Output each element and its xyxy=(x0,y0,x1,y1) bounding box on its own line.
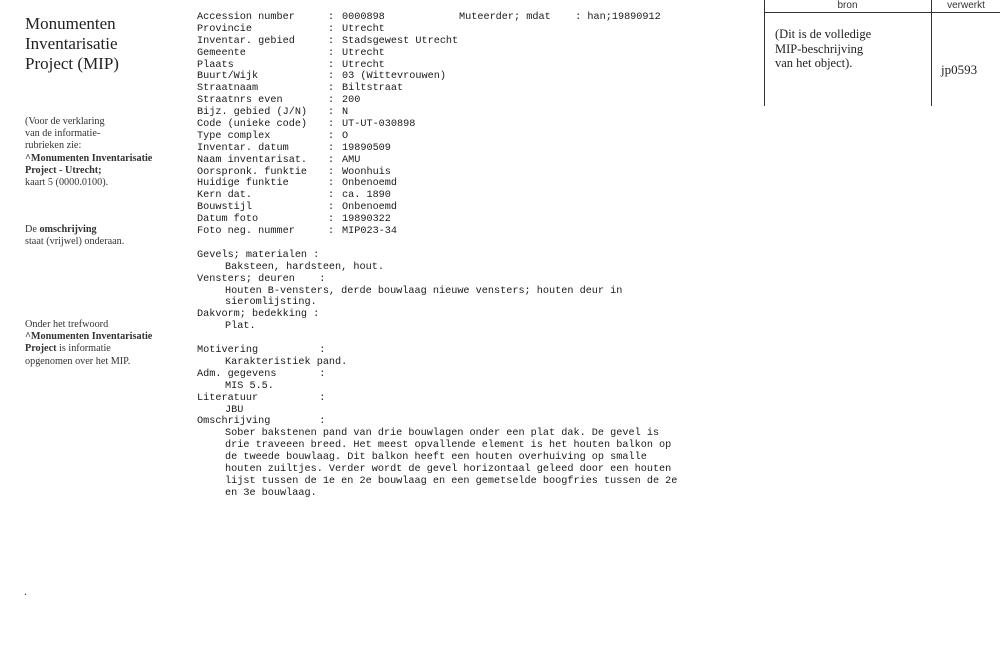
record-field-row xyxy=(197,36,757,48)
note-bold: omschrijving xyxy=(39,224,97,235)
table-border-left xyxy=(764,0,765,106)
field-value: Utrecht xyxy=(342,47,385,59)
gevels-label: Gevels; materialen : xyxy=(197,249,320,261)
table-header-rule xyxy=(764,12,1000,13)
field-value: 19890509 xyxy=(342,142,391,154)
field-value: N xyxy=(342,107,349,119)
vensters-label: Vensters; deuren : xyxy=(197,273,326,285)
field-value: Woonhuis xyxy=(342,166,391,178)
field-label: Type complex xyxy=(197,130,271,142)
project-title-line: Inventarisatie xyxy=(25,34,118,53)
left-sidebar xyxy=(0,0,186,649)
note-text: De xyxy=(25,224,40,235)
field-label: Foto neg. nummer xyxy=(197,226,295,238)
monument-record xyxy=(197,12,757,500)
field-label: Bijz. gebied (J/N) xyxy=(197,107,308,119)
note-bold: ^Monumenten Inventarisatie xyxy=(25,331,153,343)
literatuur-value: JBU xyxy=(225,404,244,416)
omschrijving-value: Sober bakstenen pand van drie bouwlagen onder een plat dak. De gevel is drie traveeen breed. Het meest opvallende element is het houten balkon op de tweede bouwlaag. Dit balkon heeft een houten overhuiving op smalle houten zuiltjes. Verder wordt de gevel horizontaal geleed door een houten lijst tussen de 1e en 2e bouwlaag en een gemetselde boogfries tussen de 2e en 3e bouwlaag. xyxy=(225,428,678,499)
record-field-row xyxy=(197,178,757,190)
motivering-label: Motivering : xyxy=(197,345,326,357)
record-field-row xyxy=(197,119,757,131)
record-field-row xyxy=(197,143,757,155)
field-separator: : xyxy=(328,154,335,166)
omschrijving-label: Omschrijving : xyxy=(197,416,326,428)
field-separator: : xyxy=(328,95,335,107)
field-label: Provincie xyxy=(197,23,253,35)
vensters-value: Houten B-vensters, derde bouwlaag nieuwe vensters; houten deur in sieromlijsting. xyxy=(225,285,623,309)
dakvorm-label: Dakvorm; bedekking : xyxy=(197,309,320,321)
field-separator: : xyxy=(328,130,335,142)
literatuur-label: Literatuur : xyxy=(197,392,326,404)
record-field-row xyxy=(197,167,757,179)
record-field-row xyxy=(197,226,757,238)
field-label: Code (unieke code) xyxy=(197,119,308,131)
field-value: 200 xyxy=(342,95,361,107)
explanation-note xyxy=(25,116,185,189)
field-label: Plaats xyxy=(197,59,234,71)
note-line: rubrieken zie: xyxy=(25,140,82,152)
project-title-line: Monumenten xyxy=(25,14,116,33)
note-line: van de informatie- xyxy=(25,128,101,140)
note-line: opgenomen over het MIP. xyxy=(25,355,131,367)
field-separator: : xyxy=(328,142,335,154)
dakvorm-value: Plat. xyxy=(225,321,256,333)
muteerder-field: Muteerder; mdat : han;19890912 xyxy=(459,12,661,23)
bron-line: MIP-beschrijving xyxy=(775,41,864,56)
record-field-row xyxy=(197,48,757,60)
record-field-row xyxy=(197,214,757,226)
bron-line: (Dit is de volledige xyxy=(775,27,872,41)
field-value: 0000898 xyxy=(342,12,385,23)
record-field-row xyxy=(197,60,757,72)
field-label: Oorspronk. funktie xyxy=(197,166,308,178)
record-fields xyxy=(197,12,757,238)
record-field-row xyxy=(197,190,757,202)
project-title-line: Project (MIP) xyxy=(25,54,119,73)
record-field-row xyxy=(197,83,757,95)
field-label: Naam inventarisat. xyxy=(197,154,308,166)
field-value: Utrecht xyxy=(342,23,385,35)
field-value: Onbenoemd xyxy=(342,202,398,214)
field-value: Stadsgewest Utrecht xyxy=(342,35,459,47)
field-label: Kern dat. xyxy=(197,190,253,202)
field-separator: : xyxy=(328,12,335,23)
field-value: ca. 1890 xyxy=(342,190,391,202)
field-label: Buurt/Wijk xyxy=(197,71,259,83)
field-value: MIP023-34 xyxy=(342,226,398,238)
record-field-row xyxy=(197,95,757,107)
keyword-note xyxy=(25,319,185,368)
note-bold: Project xyxy=(25,343,57,355)
source-table xyxy=(764,0,1000,106)
note-line: Onder het trefwoord xyxy=(25,319,109,330)
field-separator: : xyxy=(328,190,335,202)
field-label: Datum foto xyxy=(197,214,259,226)
description-note xyxy=(25,224,185,248)
project-title xyxy=(25,14,185,74)
field-separator: : xyxy=(328,107,335,119)
field-label: Inventar. datum xyxy=(197,142,289,154)
field-separator: : xyxy=(328,214,335,226)
note-bold: ^Monumenten Inventarisatie xyxy=(25,152,153,164)
field-value: O xyxy=(342,130,349,142)
record-field-row xyxy=(197,155,757,167)
field-separator: : xyxy=(328,59,335,71)
field-separator: : xyxy=(328,226,335,238)
note-line: staat (vrijwel) onderaan. xyxy=(25,236,125,248)
column-header-bron: bron xyxy=(837,0,858,11)
bron-description xyxy=(775,27,935,71)
field-label: Accession number xyxy=(197,12,295,23)
bron-line: van het object). xyxy=(775,56,853,70)
record-field-row xyxy=(197,71,757,83)
record-field-row xyxy=(197,24,757,36)
field-value: Biltstraat xyxy=(342,83,404,95)
field-value: UT-UT-030898 xyxy=(342,119,416,131)
record-field-row xyxy=(197,131,757,143)
field-value: Utrecht xyxy=(342,59,385,71)
field-separator: : xyxy=(328,83,335,95)
record-field-row xyxy=(197,107,757,119)
field-separator: : xyxy=(328,178,335,190)
field-label: Straatnrs even xyxy=(197,95,283,107)
field-label: Straatnaam xyxy=(197,83,259,95)
note-line: kaart 5 (0000.0100). xyxy=(25,177,109,189)
verwerkt-value: jp0593 xyxy=(941,62,978,77)
field-label: Huidige funktie xyxy=(197,178,289,190)
field-label: Bouwstijl xyxy=(197,202,253,214)
field-separator: : xyxy=(328,23,335,35)
field-value: Onbenoemd xyxy=(342,178,398,190)
field-separator: : xyxy=(328,202,335,214)
note-bold: Project - Utrecht; xyxy=(25,164,102,176)
field-value: AMU xyxy=(342,154,361,166)
column-header-verwerkt: verwerkt xyxy=(947,0,985,11)
field-label: Gemeente xyxy=(197,47,246,59)
adm-gegevens-value: MIS 5.5. xyxy=(225,380,274,392)
stray-dot: . xyxy=(24,584,27,598)
field-separator: : xyxy=(328,47,335,59)
field-value: 03 (Wittevrouwen) xyxy=(342,71,446,83)
field-separator: : xyxy=(328,35,335,47)
field-separator: : xyxy=(328,119,335,131)
adm-gegevens-label: Adm. gegevens : xyxy=(197,368,326,380)
note-text: is informatie xyxy=(56,343,111,355)
record-field-row xyxy=(197,202,757,214)
motivering-value: Karakteristiek pand. xyxy=(225,356,348,368)
field-separator: : xyxy=(328,166,335,178)
field-separator: : xyxy=(328,71,335,83)
note-line: (Voor de verklaring xyxy=(25,116,105,127)
gevels-value: Baksteen, hardsteen, hout. xyxy=(225,261,384,273)
field-label: Inventar. gebied xyxy=(197,35,295,47)
field-value: 19890322 xyxy=(342,214,391,226)
